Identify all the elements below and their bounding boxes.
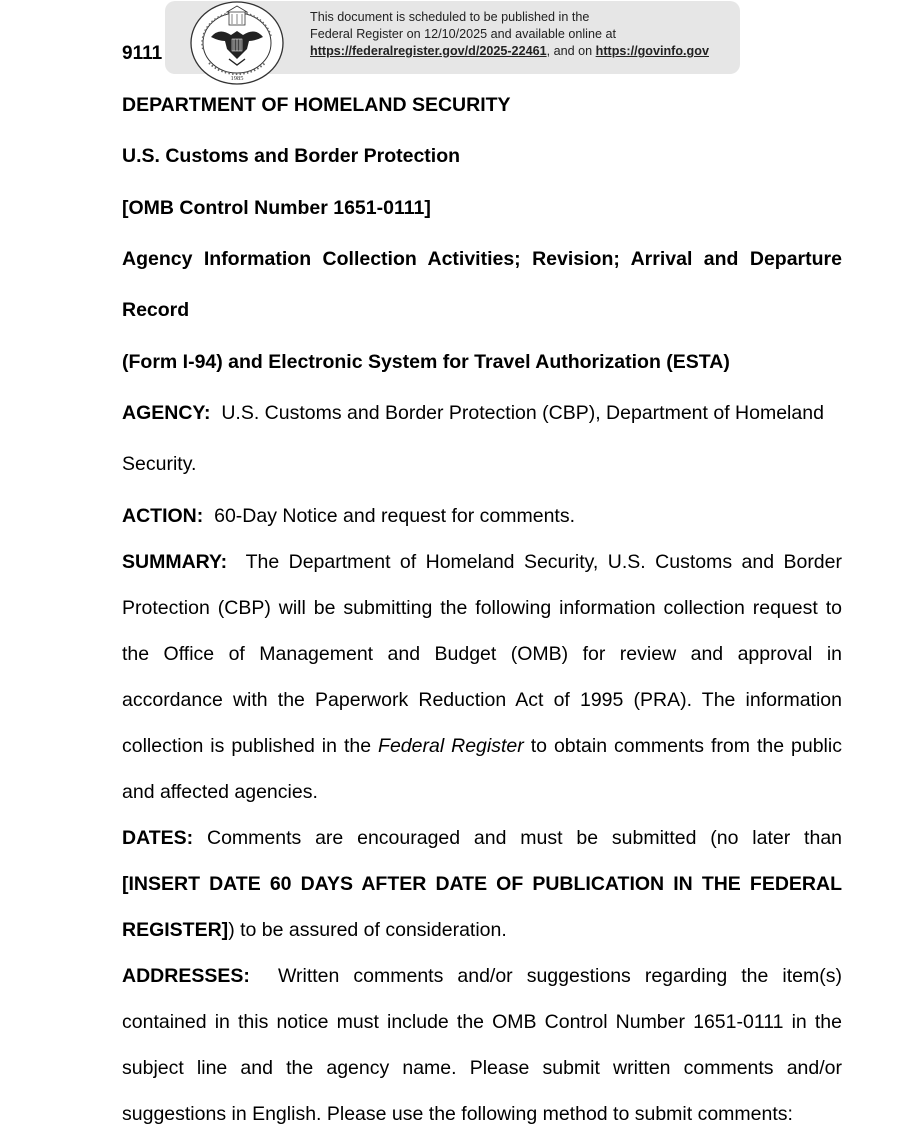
document-number: 9111 bbox=[122, 43, 163, 64]
addresses-line-1 bbox=[122, 964, 842, 988]
federalregister-link[interactable]: https://federalregister.gov/d/2025-22461 bbox=[310, 44, 547, 58]
agency-heading: U.S. Customs and Border Protection bbox=[122, 145, 461, 167]
publication-notice-line3 bbox=[310, 43, 709, 60]
publication-banner bbox=[165, 1, 740, 82]
agency-line-1 bbox=[122, 401, 842, 425]
addresses-line-4: suggestions in English. Please use the following method to submit comments: bbox=[122, 1103, 793, 1125]
publication-notice-line1: This document is scheduled to be published in the bbox=[310, 10, 590, 24]
summary-line-6: and affected agencies. bbox=[122, 781, 318, 803]
title-line-2: Record bbox=[122, 299, 190, 321]
addresses-label: ADDRESSES: bbox=[122, 965, 250, 987]
addresses-line-2: contained in this notice must include the OMB Control Number 1651-0111 in the bbox=[122, 1011, 842, 1033]
summary-line-3: the Office of Management and Budget (OMB) for review and approval in bbox=[122, 643, 842, 665]
summary-line-4: accordance with the Paperwork Reduction Act of 1995 (PRA). The information bbox=[122, 689, 842, 711]
dates-register-bold: REGISTER] bbox=[122, 919, 229, 941]
summary-text-5a: collection is published in the bbox=[122, 735, 379, 757]
seal-year: 1985 bbox=[230, 75, 244, 82]
govinfo-link[interactable]: https://govinfo.gov bbox=[595, 44, 709, 58]
agency-label: AGENCY: bbox=[122, 402, 211, 424]
omb-control-number: [OMB Control Number 1651-0111] bbox=[122, 197, 431, 219]
department-heading: DEPARTMENT OF HOMELAND SECURITY bbox=[122, 94, 511, 116]
link-connector: , and on bbox=[546, 44, 596, 58]
addresses-text-1: Written comments and/or suggestions regarding the item(s) bbox=[277, 965, 842, 987]
dates-line-2: [INSERT DATE 60 DAYS AFTER DATE OF PUBLICATION IN THE FEDERAL bbox=[122, 873, 842, 895]
summary-label: SUMMARY: bbox=[122, 551, 228, 573]
action-text: 60-Day Notice and request for comments. bbox=[214, 505, 576, 527]
agency-text-1: U.S. Customs and Border Protection (CBP), Department of Homeland bbox=[221, 402, 824, 424]
action-label: ACTION: bbox=[122, 505, 204, 527]
summary-line-2: Protection (CBP) will be submitting the following information collection request to bbox=[122, 597, 842, 619]
publication-notice bbox=[310, 9, 709, 60]
federal-register-italic: Federal Register bbox=[378, 735, 524, 757]
dates-line-3 bbox=[122, 918, 842, 942]
agency-line-2: Security. bbox=[122, 453, 197, 475]
summary-line-5 bbox=[122, 734, 842, 758]
dates-text-1: Comments are encouraged and must be submitted (no later than bbox=[206, 827, 843, 849]
title-line-3: (Form I-94) and Electronic System for Travel Authorization (ESTA) bbox=[122, 351, 730, 373]
dates-label: DATES: bbox=[122, 827, 194, 849]
dates-text-3: ) to be assured of consideration. bbox=[228, 919, 507, 941]
summary-text-1: The Department of Homeland Security, U.S. Customs and Border bbox=[245, 551, 842, 573]
dates-line-1 bbox=[122, 826, 842, 850]
addresses-line-3: subject line and the agency name. Please submit written comments and/or bbox=[122, 1057, 842, 1079]
publication-notice-line2: Federal Register on 12/10/2025 and available online at bbox=[310, 27, 616, 41]
title-line-1: Agency Information Collection Activities; Revision; Arrival and Departure bbox=[122, 248, 842, 270]
summary-line-1 bbox=[122, 550, 842, 574]
summary-text-5b: to obtain comments from the public bbox=[523, 735, 842, 757]
action-line bbox=[122, 504, 842, 528]
national-archives-seal-icon bbox=[189, 1, 286, 87]
